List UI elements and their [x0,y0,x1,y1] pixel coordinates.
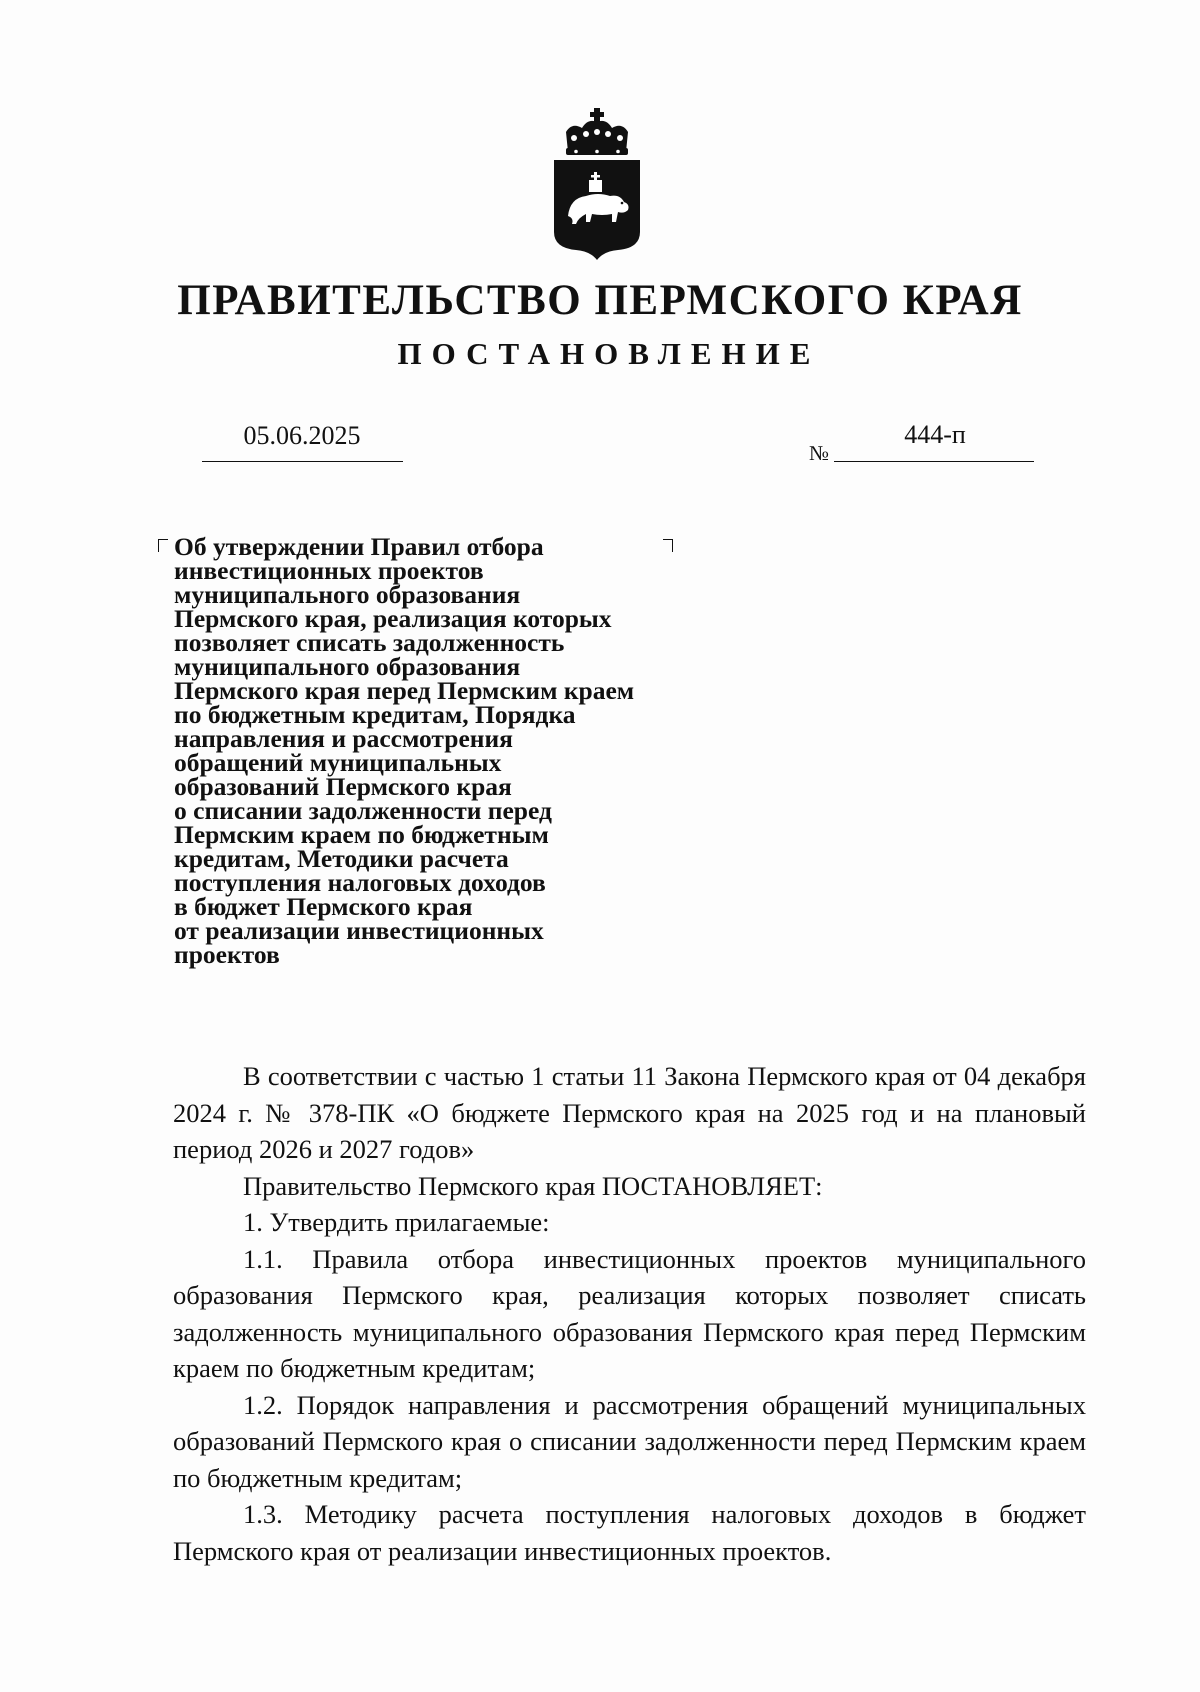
subject-corner-left [158,539,168,552]
date-underline [202,461,403,462]
document-subject: Об утверждении Правил отбора инвестиционных проектов муниципального образования Пермского края, реализация которых позволяет списать задолженность муниципального образования Пермского края перед Пермским краем по бюджетным кредитам, Порядка направления и рассмотрения обращений муниципальных образований Пермского края о списании задолженности перед Пермским краем по бюджетным кредитам, Методики расчета поступления налоговых доходов в бюджет Пермского края от реализации инвестиционных проектов [174,532,635,969]
item-1-3: 1.3. Методику расчета поступления налоговых доходов в бюджет Пермского края от реализации инвестиционных проектов. [173,1499,1086,1566]
perm-krai-coat-of-arms-icon [552,108,642,260]
preamble-paragraph: В соответствии с частью 1 статьи 11 Закона Пермского края от 04 декабря 2024 г. № 378-ПК «О бюджете Пермского края на 2025 год и на плановый период 2026 и 2027 годов» [173,1061,1086,1164]
number-underline [834,461,1034,462]
document-date: 05.06.2025 [243,421,361,450]
document-body [173,1058,1086,1569]
government-title: ПРАВИТЕЛЬСТВО ПЕРМСКОГО КРАЯ [177,277,1023,324]
item-1-2: 1.2. Порядок направления и рассмотрения обращений муниципальных образований Пермского края о списании задолженности перед Пермским краем по бюджетным кредитам; [173,1389,1086,1493]
item-1-1: 1.1. Правила отбора инвестиционных проектов муниципального образования Пермского края, реализация которых позволяет списать задолженность муниципального образования Пермского края перед Пермским краем по бюджетным кредитам; [173,1243,1086,1383]
document-type: ПОСТАНОВЛЕНИЕ [397,336,821,371]
resolves-paragraph: Правительство Пермского края ПОСТАНОВЛЯЕТ: [243,1170,823,1201]
document-number: 444-п [904,420,966,449]
number-sign: № [809,441,830,465]
item-1: 1. Утвердить прилагаемые: [243,1207,550,1237]
